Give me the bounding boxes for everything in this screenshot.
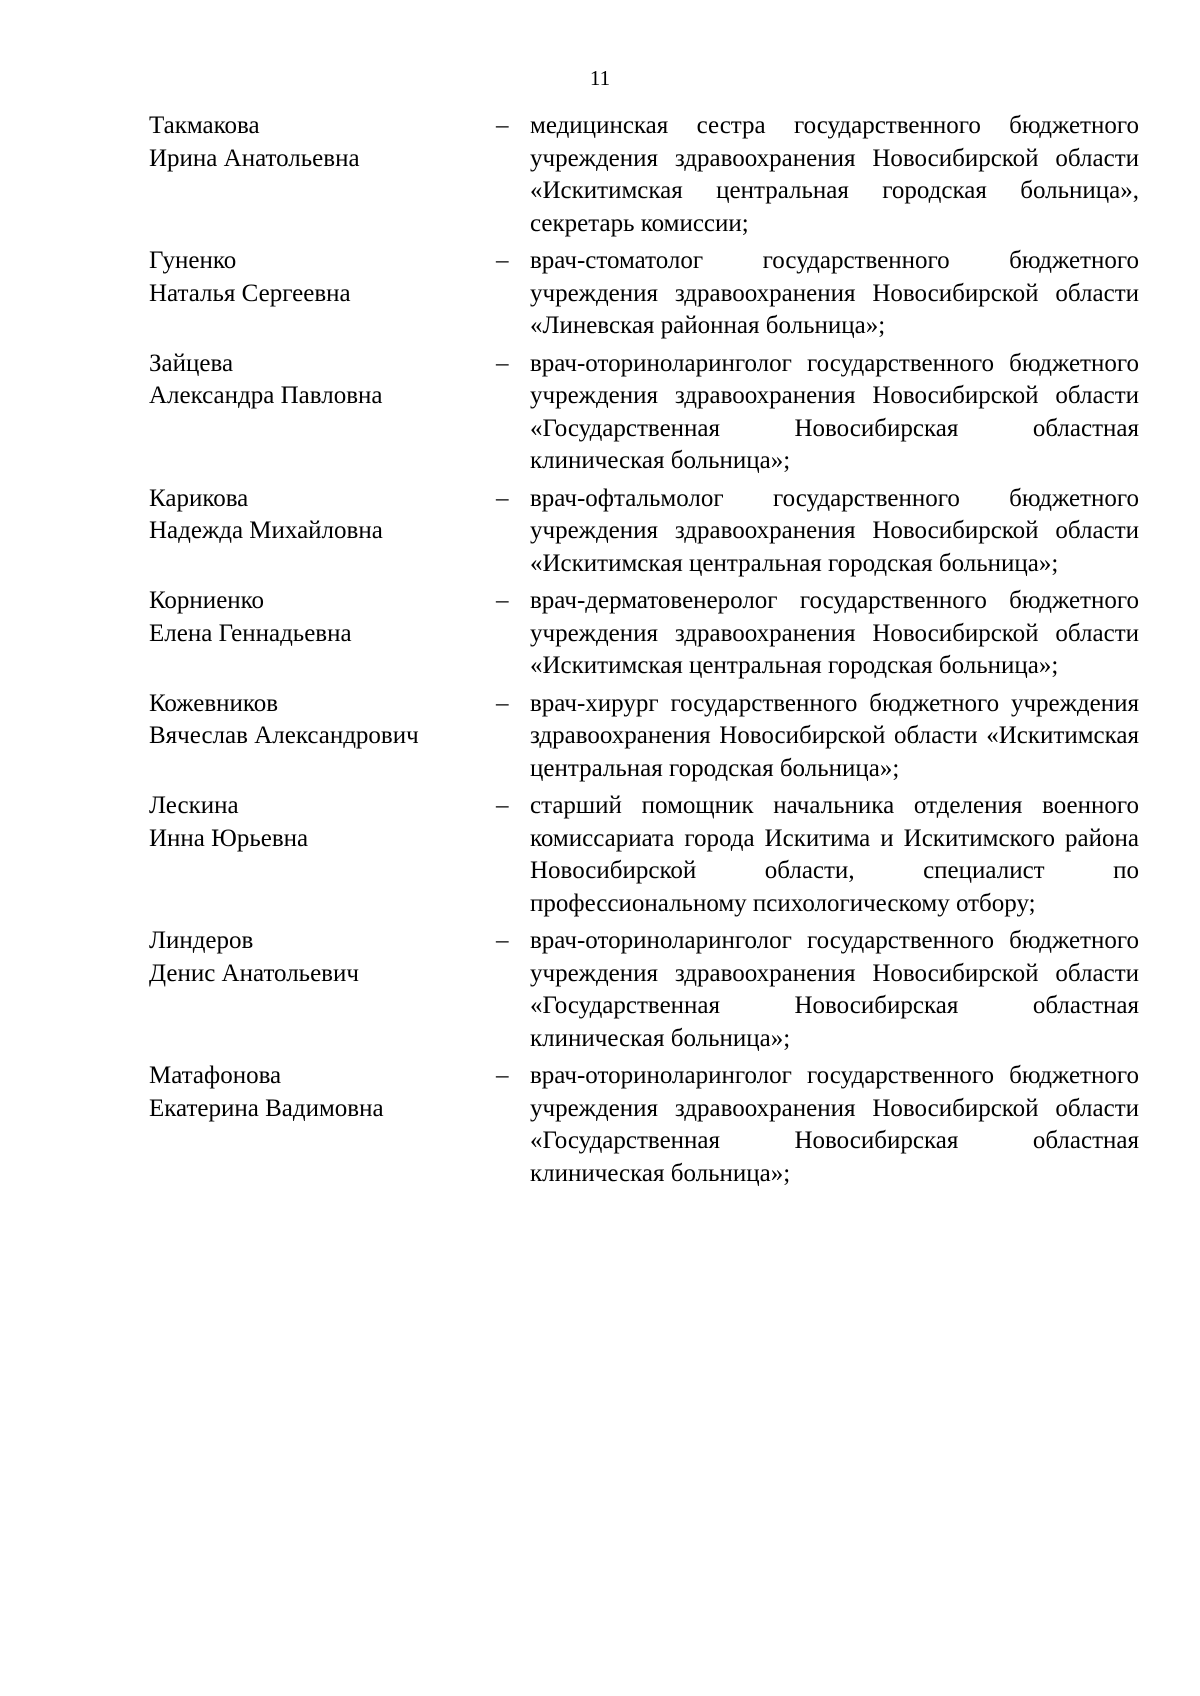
member-position: врач-дерматовенеролог государственного бюджетного учреждения здравоохранения Новосибирской области «Искитимская центральная городская больница»;: [530, 587, 1139, 679]
dash-separator: –: [496, 587, 509, 614]
dash-separator: –: [496, 112, 509, 139]
member-given-name: Наталья Сергеевна: [149, 279, 351, 307]
member-surname: Карикова: [149, 484, 249, 512]
member-name: [149, 110, 494, 175]
member-surname: Кожевников: [149, 689, 279, 717]
dash-separator: –: [496, 484, 509, 512]
member-position: врач-стоматолог государственного бюджетного учреждения здравоохранения Новосибирской области «Линевская районная больница»;: [530, 247, 1139, 339]
member-surname: Лескина: [149, 792, 239, 819]
member-position: врач-оториноларинголог государственного бюджетного учреждения здравоохранения Новосибирской области «Государственная Новосибирская областная клиническая больница»;: [530, 349, 1139, 474]
member-name: [149, 1060, 494, 1125]
member-surname: Гуненко: [149, 247, 237, 274]
page-number: 11: [589, 66, 611, 90]
member-position: врач-офтальмолог государственного бюджетного учреждения здравоохранения Новосибирской области «Искитимская центральная городская больница»;: [530, 484, 1139, 577]
dash-separator: –: [496, 792, 509, 819]
member-name: [149, 688, 494, 753]
member-entry-leskina: [0, 790, 1200, 920]
member-given-name: Денис Анатольевич: [149, 959, 359, 987]
member-position: медицинская сестра государственного бюджетного учреждения здравоохранения Новосибирской области «Искитимская центральная городская больница», секретарь комиссии;: [530, 112, 1139, 237]
dash-separator: –: [496, 349, 509, 377]
member-surname: Линдеров: [149, 927, 254, 954]
member-name: [149, 925, 494, 990]
member-entry-kozhevnikov: [0, 688, 1200, 786]
member-name: [149, 245, 494, 310]
member-given-name: Надежда Михайловна: [149, 517, 383, 544]
member-name: [149, 348, 494, 413]
member-entry-zaytseva: [0, 348, 1200, 478]
commission-member-list: [0, 110, 1200, 1190]
member-position: врач-оториноларинголог государственного бюджетного учреждения здравоохранения Новосибирской области «Государственная Новосибирская областная клиническая больница»;: [530, 927, 1139, 1052]
member-entry-matafonova: [0, 1060, 1200, 1190]
member-given-name: Ирина Анатольевна: [149, 144, 360, 172]
member-entry-takmakova: [0, 110, 1200, 240]
member-surname: Матафонова: [149, 1062, 282, 1089]
dash-separator: –: [496, 689, 509, 717]
member-entry-gunenko: [0, 245, 1200, 343]
member-position: старший помощник начальника отделения военного комиссариата города Искитима и Искитимского района Новосибирской области, специалист по профессиональному психологическому отбору;: [530, 792, 1139, 917]
member-position: врач-хирург государственного бюджетного учреждения здравоохранения Новосибирской области «Искитимская центральная городская больница»;: [530, 689, 1139, 782]
dash-separator: –: [496, 927, 509, 954]
member-surname: Корниенко: [149, 587, 265, 614]
member-name: [149, 790, 494, 855]
member-surname: Такмакова: [149, 112, 260, 139]
member-name: [149, 483, 494, 548]
member-given-name: Елена Геннадьевна: [149, 619, 352, 647]
member-given-name: Екатерина Вадимовна: [149, 1094, 384, 1122]
member-given-name: Александра Павловна: [149, 382, 383, 409]
member-entry-linderov: [0, 925, 1200, 1055]
dash-separator: –: [496, 1062, 509, 1089]
member-entry-kornienko: [0, 585, 1200, 683]
dash-separator: –: [496, 247, 509, 274]
member-name: [149, 585, 494, 650]
member-surname: Зайцева: [149, 349, 234, 377]
member-given-name: Инна Юрьевна: [149, 824, 309, 852]
member-entry-karikova: [0, 483, 1200, 581]
member-given-name: Вячеслав Александрович: [149, 722, 419, 749]
member-position: врач-оториноларинголог государственного бюджетного учреждения здравоохранения Новосибирской области «Государственная Новосибирская областная клиническая больница»;: [530, 1062, 1139, 1187]
